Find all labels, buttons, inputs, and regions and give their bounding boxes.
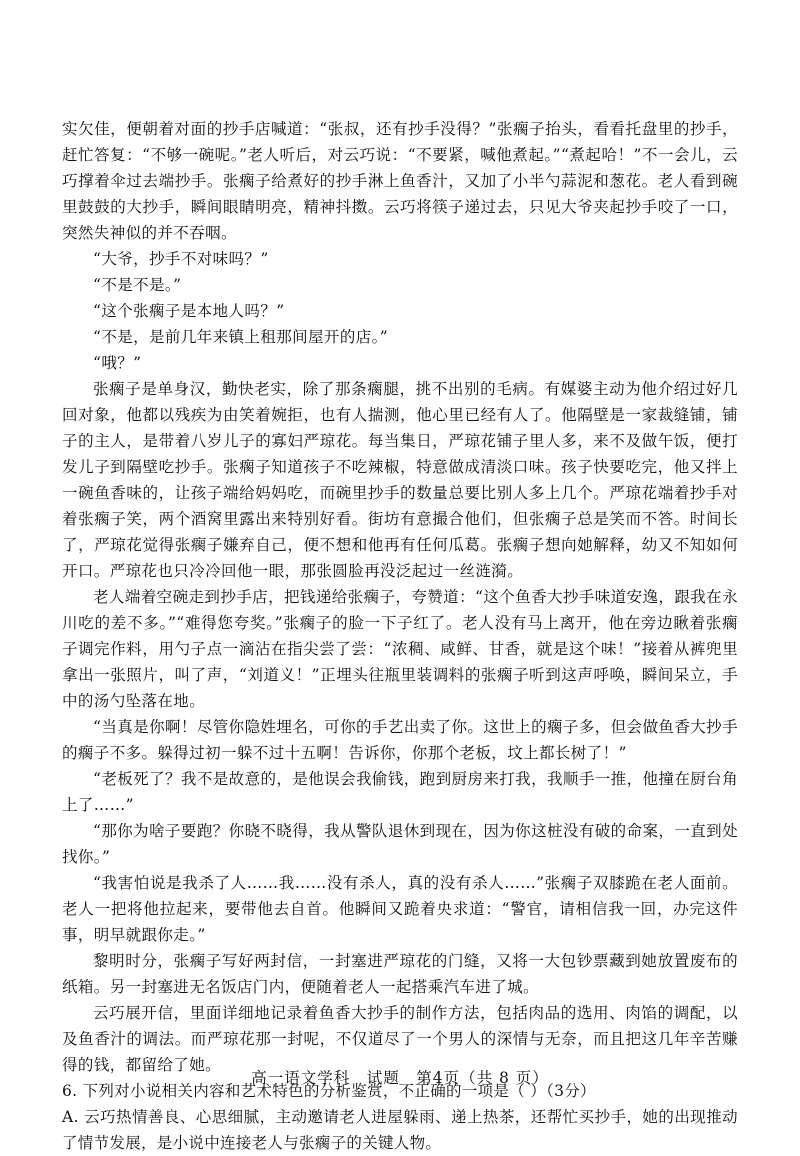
answer-option-a: A. 云巧热情善良、心思细腻，主动邀请老人进屋躲雨、递上热茶，还帮忙买抄手，她的出现推动了情节发展，是小说中连接老人与张瘸子的关键人物。 [62,1108,738,1152]
dialogue-line: “不是，是前几年来镇上租那间屋开的店。” [93,328,389,346]
paragraph: “那你为啥子要跑？你晓不晓得，我从警队退休到现在，因为你这桩没有破的命案，一直到处找你。” [62,822,738,866]
paragraph: 云巧展开信，里面详细地记录着鱼香大抄手的制作方法，包括肉品的选用、肉馅的调配，以及鱼香汁的调法。而严琼花那一封呢，不仅道尽了一个男人的深情与无奈，而且把这几年辛苦赚得的钱，都留给了她。 [62,1004,738,1074]
passage-body [62,116,738,1156]
paragraph: 张瘸子是单身汉，勤快老实，除了那条瘸腿，挑不出别的毛病。有媒婆主动为他介绍过好几回对象，他都以残疾为由笑着婉拒，也有人揣测，他心里已经有人了。他隔壁是一家裁缝铺，铺子的主人，是带着八岁儿子的寡妇严琼花。每当集日，严琼花铺子里人多，来不及做午饭，便打发儿子到隔壁吃抄手。张瘸子知道孩子不吃辣椒，特意做成清淡口味。孩子快要吃完，他又拌上一碗鱼香味的，让孩子端给妈妈吃，而碗里抄手的数量总要比别人多上几个。严琼花端着抄手对着张瘸子笑，两个酒窝里露出来特别好看。街坊有意撮合他们，但张瘸子总是笑而不答。时间长了，严琼花觉得张瘸子嫌弃自己，便不想和他再有任何瓜葛。张瘸子想向她解释，幼又不知如何开口。严琼花也只冷冷回他一眼，那张圆脸再没泛起过一丝涟漪。 [62,380,738,580]
paragraph: 黎明时分，张瘸子写好两封信，一封塞进严琼花的门缝，又将一大包钞票藏到她放置废布的纸箱。另一封塞进无名饭店门内，便随着老人一起搭乘汽车进了城。 [62,952,738,996]
dialogue-line: “哦？” [93,354,142,372]
paragraph: “当真是你啊！尽管你隐姓埋名，可你的手艺出卖了你。这世上的瘸子多，但会做鱼香大抄手的瘸子不多。躲得过初一躲不过十五啊！告诉你，你那个老板，坟上都长树了！” [62,718,738,762]
page-footer: 高一语文学科 试题 第4页（共 8 页） [251,1069,549,1087]
paragraph: 老人端着空碗走到抄手店，把钱递给张瘸子，夸赞道：“这个鱼香大抄手味道安逸，跟我在永川吃的差不多。”“难得您夸奖。”张瘸子的脸一下子红了。老人没有马上离开，他在旁边瞅着张瘸子调完作料，用勺子点一滴沾在指尖尝了尝：“浓稠、咸鲜、甘香，就是这个味！”接着从裤兜里拿出一张照片，叫了声，“刘道义！”正埋头往瓶里装调料的张瘸子听到这声呼唤，瞬间呆立，手中的汤勺坠落在地。 [62,588,738,710]
paragraph: “老板死了？我不是故意的，是他误会我偷钱，跑到厨房来打我，我顺手一推，他撞在厨台角上了……” [62,770,738,814]
paragraph: 实欠佳，便朝着对面的抄手店喊道：“张叔，还有抄手没得？”张瘸子抬头，看看托盘里的抄手，赶忙答复：“不够一碗呢。”老人听后，对云巧说：“不要紧，喊他煮起。”“煮起哈！”不一会儿，云巧撑着伞过去端抄手。张瘸子给煮好的抄手淋上鱼香汁，又加了小半勺蒜泥和葱花。老人看到碗里鼓鼓的大抄手，瞬间眼睛明亮，精神抖擞。云巧将筷子递过去，只见大爷夹起抄手咬了一口，突然失神似的并不吞咽。 [62,120,738,242]
dialogue-line: “不是不是。” [93,276,182,294]
dialogue-line: “这个张瘸子是本地人吗？” [93,302,285,320]
paragraph: “我害怕说是我杀了人……我……没有杀人，真的没有杀人……”张瘸子双膝跪在老人面前。老人一把将他拉起来，要带他去自首。他瞬间又跪着央求道：“警官，请相信我一回，办完这件事，明早就跟你走。” [62,874,738,944]
question-stem: 6. 下列对小说相关内容和艺术特色的分析鉴赏，不正确的一项是（ ）（3分） [62,1082,596,1100]
dialogue-line: “大爷，抄手不对味吗？” [93,250,269,268]
